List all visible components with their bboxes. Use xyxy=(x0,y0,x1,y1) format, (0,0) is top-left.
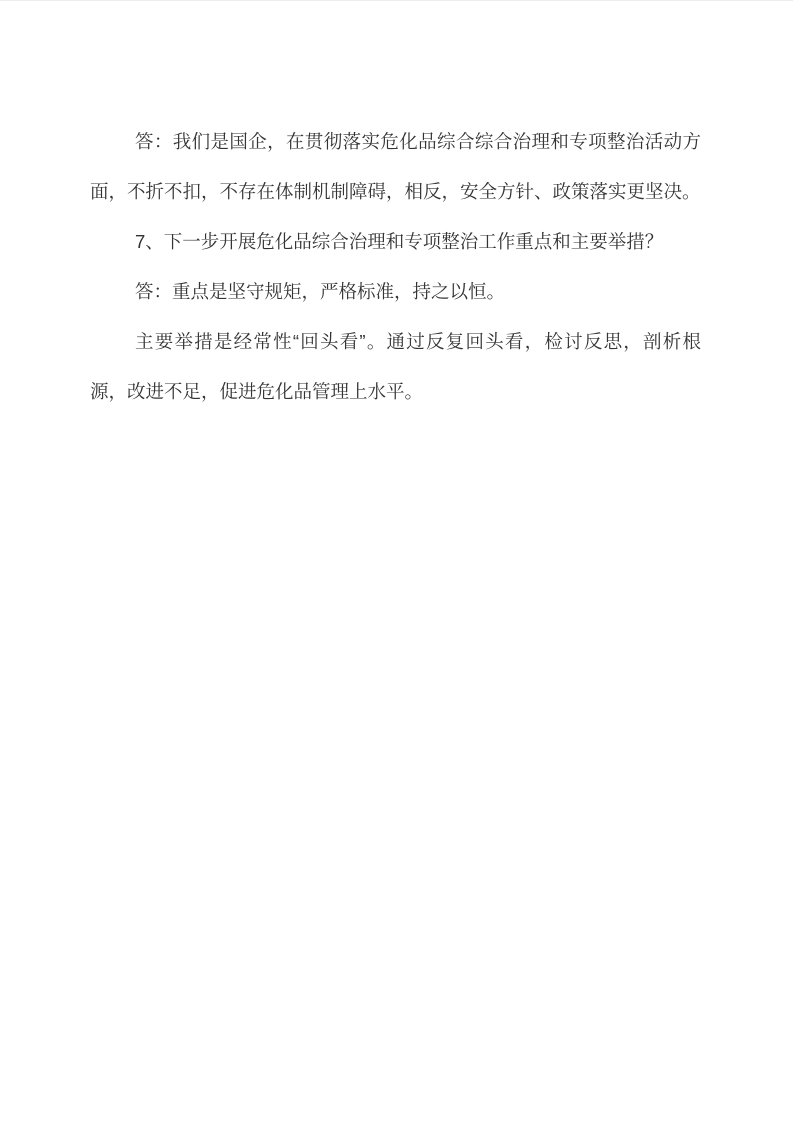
document-body xyxy=(0,1,793,417)
question-7-paragraph: 7、下一步开展危化品综合治理和专项整治工作重点和主要举措？ xyxy=(135,231,664,252)
answer-7-key-points-paragraph: 答：重点是坚守规矩，严格标准，持之以恒。 xyxy=(135,281,506,302)
answer-paragraph-state-enterprise: 答：我们是国企，在贯彻落实危化品综合综合治理和专项整治活动方面，不折不扣，不存在体制机制障碍，相反，安全方针、政策落实更坚决。 xyxy=(90,131,701,202)
answer-7-main-measures-paragraph: 主要举措是经常性“回头看”。通过反复回头看，检讨反思，剖析根源，改进不足，促进危化品管理上水平。 xyxy=(90,331,701,402)
